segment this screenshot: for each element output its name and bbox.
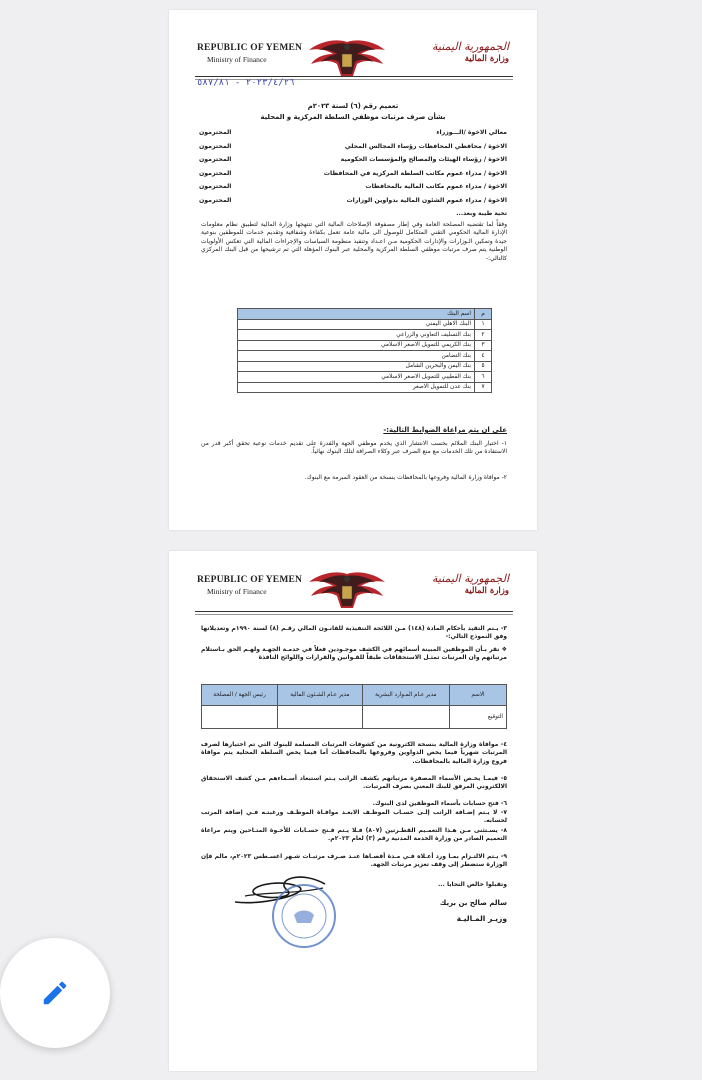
bank-name-cell: بنك عدن للتمويل الاصغر — [238, 382, 475, 393]
bank-name-cell: بنك التسليف التعاوني والزراعي — [238, 330, 475, 341]
addressee-honorific: المحترمون — [199, 142, 232, 150]
letterhead-arabic — [432, 572, 509, 596]
greeting: تحية طيبة وبعد... — [456, 210, 507, 217]
bank-name-cell: بنك الكريمي للتمويل الاصغر الاسلامي — [238, 340, 475, 351]
rule-3-note: ❖ نقر بـأن الموظفين المبينة أسمائهم في الكشف موجـودين فعلاً في خدمـة الجهـة ولهـم الحق بـاستلام مرتباتهم وان المرتبات تمثـل الاستحقاقات طبقاً للقـوانين والقرارات واللوائح النافذة — [201, 646, 507, 662]
yemen-eagle-emblem-icon — [305, 36, 389, 78]
sign-header-name: الاسم — [450, 685, 507, 706]
bank-name-cell: بنك التضامن — [238, 351, 475, 362]
rule-1: ١- اختيار البنك الملائم بحسب الانتشار الذي يخدم موظفي الجهة والقدرة على تقديم خدمات نوعية تحقق أكبر قدر من الاستفادة من تلك الخدمات مع منع الصرف عبر وكلاء الصرافة لتلك البنوك نهائياً. — [201, 440, 507, 456]
sign-cell — [278, 706, 363, 729]
bank-number-cell: ١ — [475, 319, 492, 330]
letterhead-arabic — [432, 40, 509, 64]
yemen-eagle-emblem-icon — [305, 568, 389, 610]
banks-table-row — [238, 340, 492, 351]
addressee-list — [199, 129, 507, 210]
letterhead-english — [197, 43, 302, 64]
addressee-recipient: الاخوة / مدراء عموم الشئون المالية بدواوين الوزارات — [346, 196, 507, 204]
banks-table-row — [238, 351, 492, 362]
country-name-ar: الجمهورية اليمنية — [431, 572, 509, 585]
closing-salutation: وتقبلوا خالص التحايا ... — [438, 881, 507, 888]
addressee-recipient: الاخوة / مدراء عموم مكاتب المالية بالمحافظات — [365, 183, 507, 190]
signature-table — [201, 684, 507, 729]
addressee-honorific: المحترمون — [199, 129, 232, 136]
ministry-name-en: Ministry of Finance — [207, 587, 267, 596]
rule-3: ٣- يـتم التقيد بأحكام المادة (١٤٨) مـن اللائحة التنفيذية للقانـون المالي رقـم (٨) لسنة ١٩٩٠م وتعديلاتها وفق النموذج التالي:- — [201, 625, 507, 641]
bank-name-cell: اسم البنك — [238, 309, 475, 320]
rule-6: ٦- فتح حسابات بأسماء الموظفين لدى البنوك. — [372, 800, 507, 807]
addressee-honorific: المحترمون — [199, 183, 232, 190]
bank-number-cell: م — [475, 309, 492, 320]
sign-header-hr: مدير عـام المـوارد البشرية — [362, 685, 449, 706]
addressee-recipient: الاخوة / مدراء عموم مكاتب السلطة المركزية في المحافظات — [323, 169, 507, 177]
country-name-en: REPUBLIC OF YEMEN — [197, 43, 303, 53]
addressee-recipient: الاخوة / رؤساء الهيئات والمصالح والمؤسسات الحكومية — [340, 156, 507, 163]
rule-2: ٢- موافاة وزارة المالية وفروعها بالمحافظات بنسخة من العقود المبرمة مع البنوك. — [304, 474, 507, 481]
country-name-en: REPUBLIC OF YEMEN — [197, 575, 303, 585]
rule-9: ٩- يـتم الالتـزام بمـا ورد أعـلاه فـي مـدة أقصـاها عنـد صـرف مرتبـات شـهر اغسـطس ٢٠٢٣م، مالم فإن الوزارة ستضطر إلى وقف تعزيز مرتبات الجهة. — [201, 853, 507, 869]
bank-name-cell: بنك القطيبي للتمويل الاصغر الاسلامي — [238, 372, 475, 383]
addressee-honorific: المحترمون — [199, 169, 232, 177]
letterhead — [169, 10, 537, 70]
bank-number-cell: ٥ — [475, 361, 492, 372]
bank-name-cell: البنك الاهلي اليمني — [238, 319, 475, 330]
addressee-row — [199, 156, 507, 170]
addressee-honorific: المحترمون — [199, 196, 232, 204]
ministry-name-ar: وزارة المالية — [464, 54, 509, 64]
country-name-ar: الجمهورية اليمنية — [431, 40, 509, 53]
document-page-2 — [169, 551, 537, 1071]
signer-title: وزيـر المـاليـة — [456, 914, 507, 923]
sign-header-head: رئيس الجهة / المصلحة — [202, 685, 278, 706]
ministry-name-en: Ministry of Finance — [207, 55, 267, 64]
addressee-recipient: معالي الاخوة /الـــوزراء — [436, 129, 507, 136]
body-paragraph: وفقاً لما تقتضيه المصلحة العامة وفي إطار مصفوفة الإصلاحات المالية التي تنتهجها وزارة المالية لتطبيق نظام معلومات الإدارة المالية الحكومي التقني المتكامل للوصول الى مالية عامة تعمل بكفاءة وشفافية وتقديم خدمات للموظفين بنوعية جيدة وتمكين الـوزارات والإدارات الحكومية مـن اعـداد وتنفيذ منظومة السياسات والإجراءات المالية التي تعكس الأولويات الوطنية يتم صرف مرتبات موظفي السلطة المركزية والمحلية عبر البنوك المؤهلة التي تم ترشيحها من قبل البنك المركزي كالتالي:- — [201, 221, 507, 262]
banks-table-row — [238, 361, 492, 372]
banks-table — [237, 308, 492, 393]
pencil-icon — [40, 978, 70, 1008]
rule-5: ٥- فيمـا يخـص الأسماء المصفرة مرتباتهم بكشف الراتب يـتم استبعاد أسـماءهم مـن كشف الاستحقاق الالكتروني المرفق للبنك المعني بصرف المرتبات. — [201, 775, 507, 791]
bank-number-cell: ٢ — [475, 330, 492, 341]
handwritten-reference-date: ٢٠٢٣/٤/٢٦ - ٥٨٧/٨١ — [197, 78, 295, 88]
bank-number-cell: ٣ — [475, 340, 492, 351]
signer-name: سالم صالح بن بريك — [439, 899, 507, 907]
edit-button[interactable] — [0, 938, 110, 1048]
letterhead-divider — [195, 611, 513, 612]
addressee-row — [199, 129, 507, 143]
bank-number-cell: ٦ — [475, 372, 492, 383]
bank-number-cell: ٤ — [475, 351, 492, 362]
bank-name-cell: بنك اليمن والبحرين الشامل — [238, 361, 475, 372]
ministry-stamp-icon — [269, 881, 339, 951]
addressee-row — [199, 183, 507, 197]
circular-subtitle: بشأن صرف مرتبات موظفي السلطة المركزية و المحلية — [260, 113, 446, 121]
banks-table-row — [238, 372, 492, 383]
rule-4: ٤- موافاة وزارة المالية بنسخة الكترونية من كشوفات المرتبات المسلمة للبنوك التي تم اختيارها لصرف المرتبات شهرياً فيما يخص الدواوين وفروعها بالمحافظات أما فيما يخص السلطة المحلية يتم موافاة فروع وزارة المالية بالمحافظات. — [201, 741, 507, 765]
letterhead-english — [197, 575, 302, 596]
sign-cell — [202, 706, 278, 729]
rules-heading: على ان يتم مراعاة الضوابط التالية:- — [383, 426, 507, 434]
sign-cell — [362, 706, 449, 729]
ministry-name-ar: وزارة المالية — [464, 586, 509, 596]
bank-number-cell: ٧ — [475, 382, 492, 393]
circular-title: تعميم رقم (٦) لسنة ٢٠٢٣م — [307, 102, 399, 110]
banks-table-row — [238, 319, 492, 330]
rule-7: ٧- لا يـتم إضـافة الراتب إلـى حسـاب الموظـف الابعـد موافـاة الموظـف ورغبتـه فـي إضافة المرتب لحسابه. — [201, 809, 507, 825]
addressee-row — [199, 197, 507, 211]
letterhead — [169, 551, 537, 611]
rule-8: ٨- يسـتثنى مـن هـذا التعمـيم القطـرتين (٨٠٧) فـلا يـتم فـتح حسـابات للأخـوة المتـاحين ويتم مراعاة التعميم الصادر من وزارة الخدمة المدنية رقم (٣) لعام ٢٠٢٣م. — [201, 827, 507, 843]
banks-table-row — [238, 330, 492, 341]
document-page-1 — [169, 10, 537, 530]
addressee-row — [199, 170, 507, 184]
letterhead-divider-thin — [195, 614, 513, 615]
addressee-honorific: المحترمون — [199, 156, 232, 163]
sign-row-label: التوقيع — [450, 706, 507, 729]
sign-header-finance: مدير عـام الشـئون المالية — [278, 685, 363, 706]
banks-table-row — [238, 382, 492, 393]
banks-table-header — [238, 309, 492, 320]
addressee-row — [199, 143, 507, 157]
letterhead-divider — [195, 76, 513, 77]
addressee-recipient: الاخوة / محافظي المحافظات رؤساء المجالس المحلي — [344, 142, 507, 150]
